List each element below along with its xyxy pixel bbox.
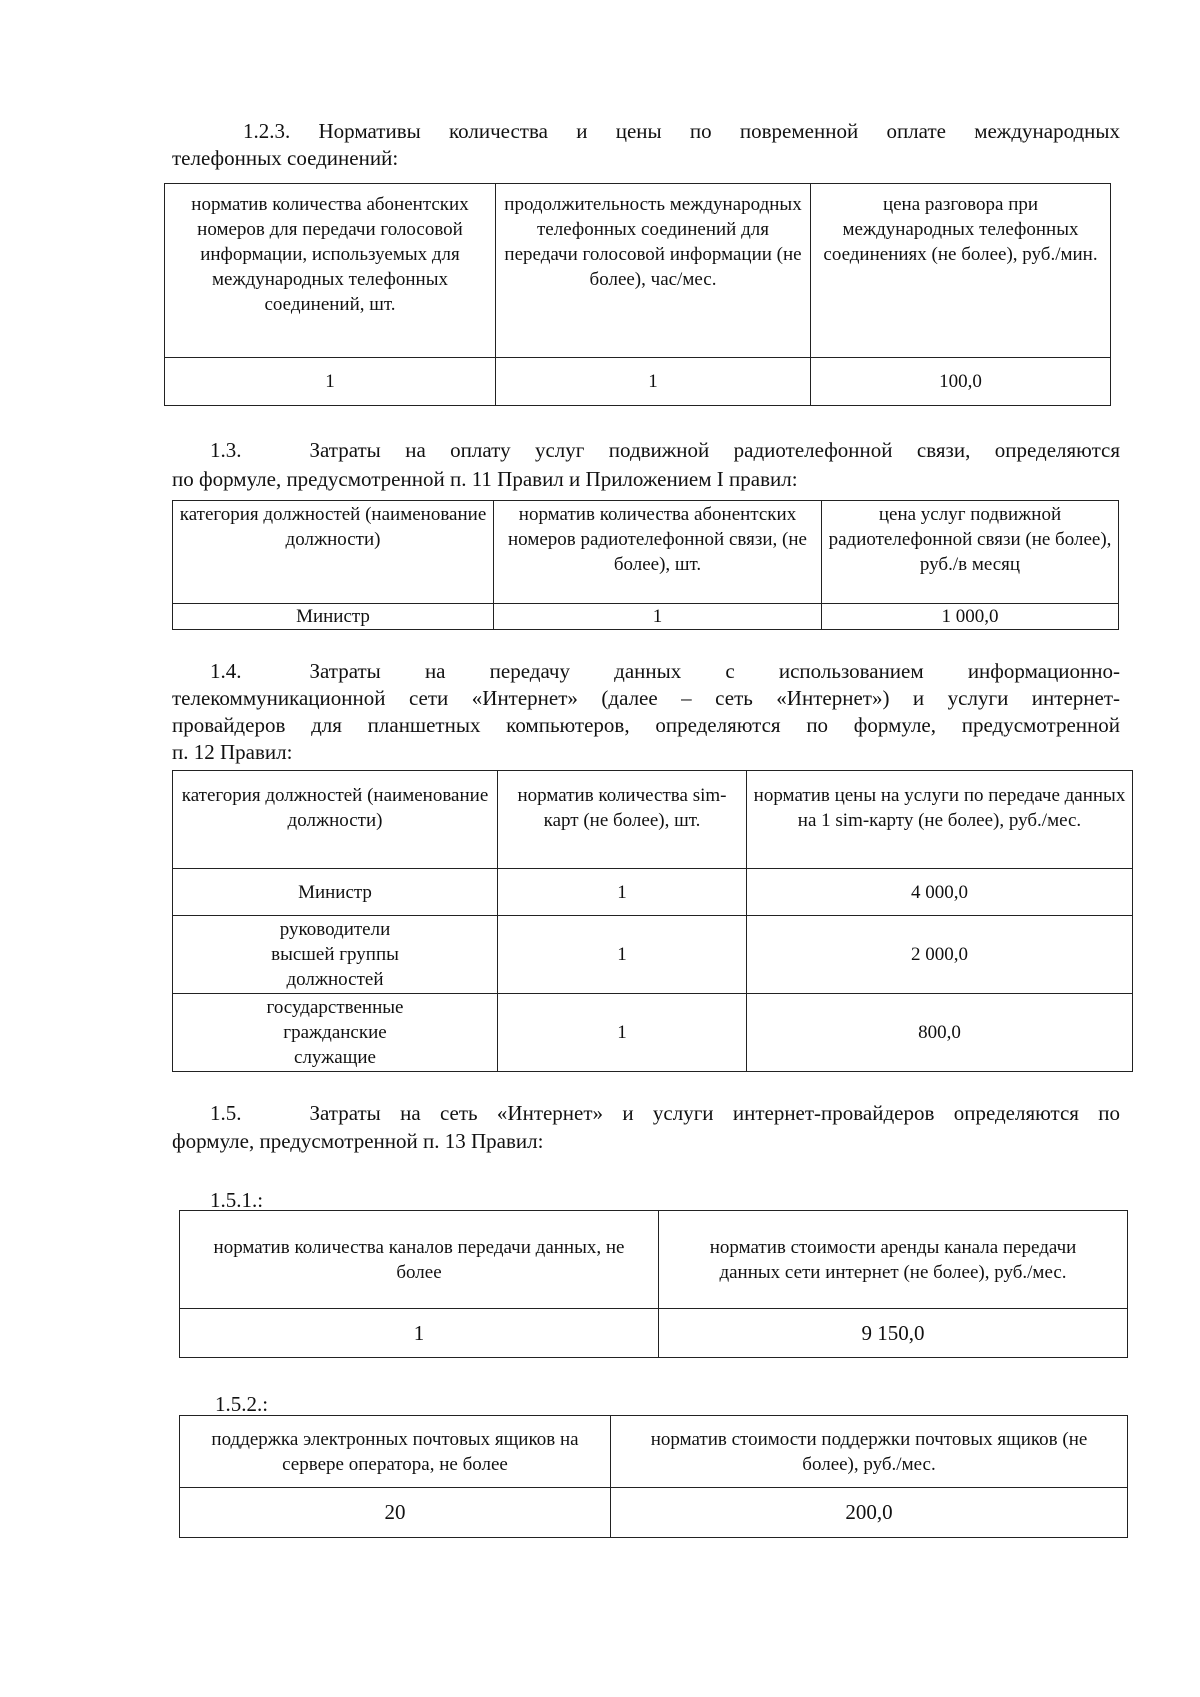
table-mailboxes (179, 1415, 1128, 1538)
table-cell: 4 000,0 (747, 869, 1133, 916)
section-1-2-3-heading-line1: 1.2.3. Нормативы количества и цены по повременной оплате международных (243, 119, 1120, 143)
header-cell: норматив количества sim-карт (не более), шт. (498, 771, 747, 869)
table-cell: 200,0 (611, 1488, 1128, 1538)
table-internet-sim (172, 770, 1133, 1072)
header-cell: норматив цены на услуги по передаче данных на 1 sim-карту (не более), руб./мес. (747, 771, 1133, 869)
header-cell: норматив количества абонентских номеров для передачи голосовой информации, используемых для международных телефонных соединений, шт. (165, 184, 496, 358)
section-1-5-2-label: 1.5.2.: (215, 1392, 269, 1416)
table-cell: 1 (498, 916, 747, 994)
table-mobile-communication (172, 500, 1119, 630)
table-cell: государственные гражданские служащие (173, 994, 498, 1072)
table-cell: 1 (498, 869, 747, 916)
header-cell: норматив стоимости аренды канала передачи данных сети интернет (не более), руб./мес. (659, 1211, 1128, 1309)
table-cell: руководители высшей группы должностей (173, 916, 498, 994)
header-cell: цена разговора при международных телефонных соединениях (не более), руб./мин. (811, 184, 1111, 358)
table-data-channels (179, 1210, 1128, 1358)
table-cell: 100,0 (811, 358, 1111, 406)
header-cell: категория должностей (наименование должности) (173, 771, 498, 869)
header-cell: поддержка электронных почтовых ящиков на сервере оператора, не более (180, 1416, 611, 1488)
table-cell: Министр (173, 604, 494, 630)
header-cell: норматив стоимости поддержки почтовых ящиков (не более), руб./мес. (611, 1416, 1128, 1488)
table-cell: 1 (496, 358, 811, 406)
section-1-3-heading-line1: 1.3. Затраты на оплату услуг подвижной радиотелефонной связи, определяются (210, 438, 1120, 462)
table-cell: 800,0 (747, 994, 1133, 1072)
section-1-5-heading-line2: формуле, предусмотренной п. 13 Правил: (172, 1129, 544, 1153)
section-1-4-heading-line4: п. 12 Правил: (172, 740, 293, 764)
section-1-4-heading-line1: 1.4. Затраты на передачу данных с использованием информационно- (210, 659, 1120, 683)
table-cell: Министр (173, 869, 498, 916)
header-cell: норматив количества каналов передачи данных, не более (180, 1211, 659, 1309)
table-cell: 1 000,0 (822, 604, 1119, 630)
table-cell: 9 150,0 (659, 1309, 1128, 1358)
section-1-3-heading-line2: по формуле, предусмотренной п. 11 Правил и Приложением I правил: (172, 467, 798, 491)
table-cell: 1 (165, 358, 496, 406)
section-1-4-heading-line2: телекоммуникационной сети «Интернет» (далее – сеть «Интернет») и услуги интернет- (172, 686, 1120, 710)
header-cell: норматив количества абонентских номеров радиотелефонной связи, (не более), шт. (494, 501, 822, 604)
table-cell: 2 000,0 (747, 916, 1133, 994)
section-1-4-heading-line3: провайдеров для планшетных компьютеров, определяются по формуле, предусмотренной (172, 713, 1120, 737)
table-international-calls (164, 183, 1111, 406)
table-cell: 20 (180, 1488, 611, 1538)
table-cell: 1 (494, 604, 822, 630)
section-1-5-1-label: 1.5.1.: (210, 1188, 264, 1212)
header-cell: цена услуг подвижной радиотелефонной связи (не более), руб./в месяц (822, 501, 1119, 604)
section-1-2-3-heading-line2: телефонных соединений: (172, 146, 399, 170)
header-cell: продолжительность международных телефонных соединений для передачи голосовой информации (не более), час/мес. (496, 184, 811, 358)
table-cell: 1 (180, 1309, 659, 1358)
table-cell: 1 (498, 994, 747, 1072)
header-cell: категория должностей (наименование должности) (173, 501, 494, 604)
section-1-5-heading-line1: 1.5. Затраты на сеть «Интернет» и услуги интернет-провайдеров определяются по (210, 1101, 1120, 1125)
